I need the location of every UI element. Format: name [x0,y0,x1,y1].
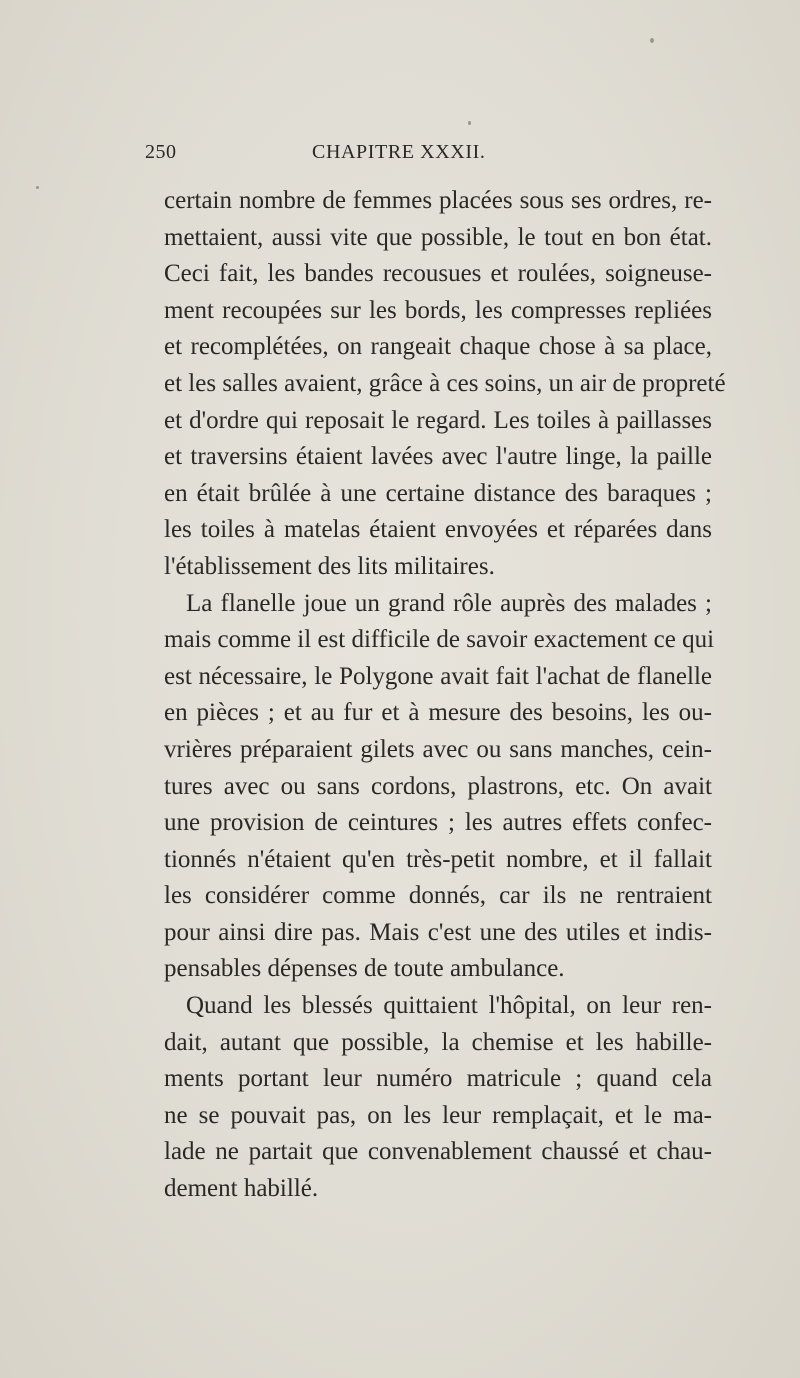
text-line: lade ne partait que convenablement chaussé et chau- [164,1138,712,1166]
paper-speck [36,186,39,189]
text-line: une provision de ceintures ; les autres effets confec- [164,809,712,837]
text-line: ment recoupées sur les bords, les compresses repliées [164,296,712,324]
text-line: tionnés n'étaient qu'en très-petit nombre, et il fallait [164,845,712,873]
text-line: pensables dépenses de toute ambulance. [164,955,565,983]
paper-speck [650,38,654,43]
text-line: mais comme il est difficile de savoir exactement ce qui [164,626,715,654]
running-head [0,141,800,171]
text-line: certain nombre de femmes placées sous ses ordres, re- [164,187,712,214]
text-line: est nécessaire, le Polygone avait fait l'achat de flanelle [164,662,712,690]
text-line: les considérer comme donnés, car ils ne rentraient [164,882,712,910]
text-line: vrières préparaient gilets avec ou sans manches, cein- [164,735,712,763]
text-line: l'établissement des lits militaires. [164,552,495,580]
text-line: les toiles à matelas étaient envoyées et réparées dans [164,516,712,544]
body-text [164,183,726,1208]
text-line: dement habillé. [164,1175,319,1203]
text-line: et d'ordre qui reposait le regard. Les toiles à paillasses [164,406,712,434]
text-line: mettaient, aussi vite que possible, le tout en bon état. [164,223,712,251]
text-line: dait, autant que possible, la chemise et les habille- [164,1028,712,1056]
text-line: tures avec ou sans cordons, plastrons, etc. On avait [164,772,712,800]
page-number: 250 [145,141,177,163]
text-line: pour ainsi dire pas. Mais c'est une des utiles et indis- [164,918,712,946]
text-line: Ceci fait, les bandes recousues et roulées, soigneuse- [164,260,712,288]
text-line: et les salles avaient, grâce à ces soins, un air de propreté [164,369,726,397]
text-line: Quand les blessés quittaient l'hôpital, on leur ren- [186,992,712,1020]
text-line: et recomplétées, on rangeait chaque chose à sa place, [164,333,712,361]
paper-speck [468,121,471,125]
text-line: en pièces ; et au fur et à mesure des besoins, les ou- [164,699,712,727]
text-line: en était brûlée à une certaine distance des baraques ; [164,479,712,507]
text-line: ments portant leur numéro matricule ; quand cela [164,1065,712,1093]
text-line: et traversins étaient lavées avec l'autre linge, la paille [164,443,712,471]
text-line: La flanelle joue un grand rôle auprès des malades ; [186,589,712,617]
text-line: ne se pouvait pas, on les leur remplaçait, et le ma- [164,1101,712,1129]
chapter-title: CHAPITRE XXXII. [312,141,486,163]
